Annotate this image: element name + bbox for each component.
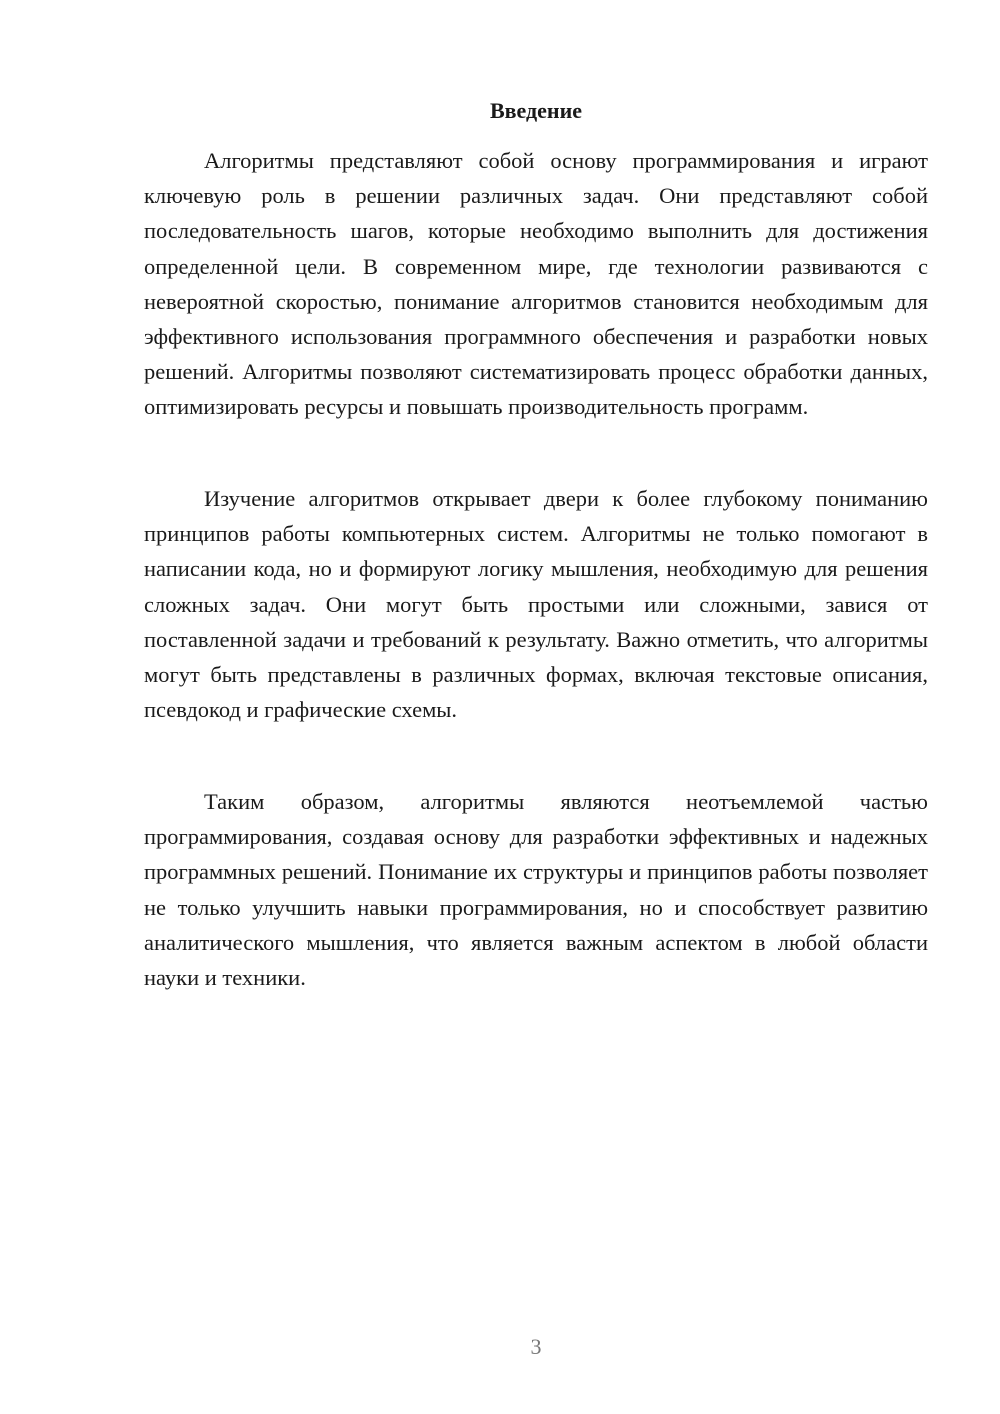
page-title: Введение — [489, 98, 583, 123]
page-number: 3 — [530, 1334, 542, 1359]
paragraph-1: Алгоритмы представляют собой основу программирования и играют ключевую роль в решении различных задач. Они представляют собой последовательность шагов, которые необходимо выполнить для достижения определенной цели. В современном мире, где технологии развиваются с невероятной скоростью, понимание алгоритмов становится необходимым для эффективного использования программного обеспечения и разработки новых решений. Алгоритмы позволяют систематизировать процесс обработки данных, оптимизировать ресурсы и повышать производительность программ. — [144, 148, 928, 420]
paragraph-3: Таким образом, алгоритмы являются неотъемлемой частью программирования, создавая основу для разработки эффективных и надежных программных решений. Понимание их структуры и принципов работы позволяет не только улучшить навыки программирования, но и способствует развитию аналитического мышления, что является важным аспектом в любой области науки и техники. — [144, 789, 928, 991]
paragraph-2: Изучение алгоритмов открывает двери к более глубокому пониманию принципов работы компьютерных систем. Алгоритмы не только помогают в написании кода, но и формируют логику мышления, необходимую для решения сложных задач. Они могут быть простыми или сложными, завися от поставленной задачи и требований к результату. Важно отметить, что алгоритмы могут быть представлены в различных формах, включая текстовые описания, псевдокод и графические схемы. — [144, 486, 928, 723]
